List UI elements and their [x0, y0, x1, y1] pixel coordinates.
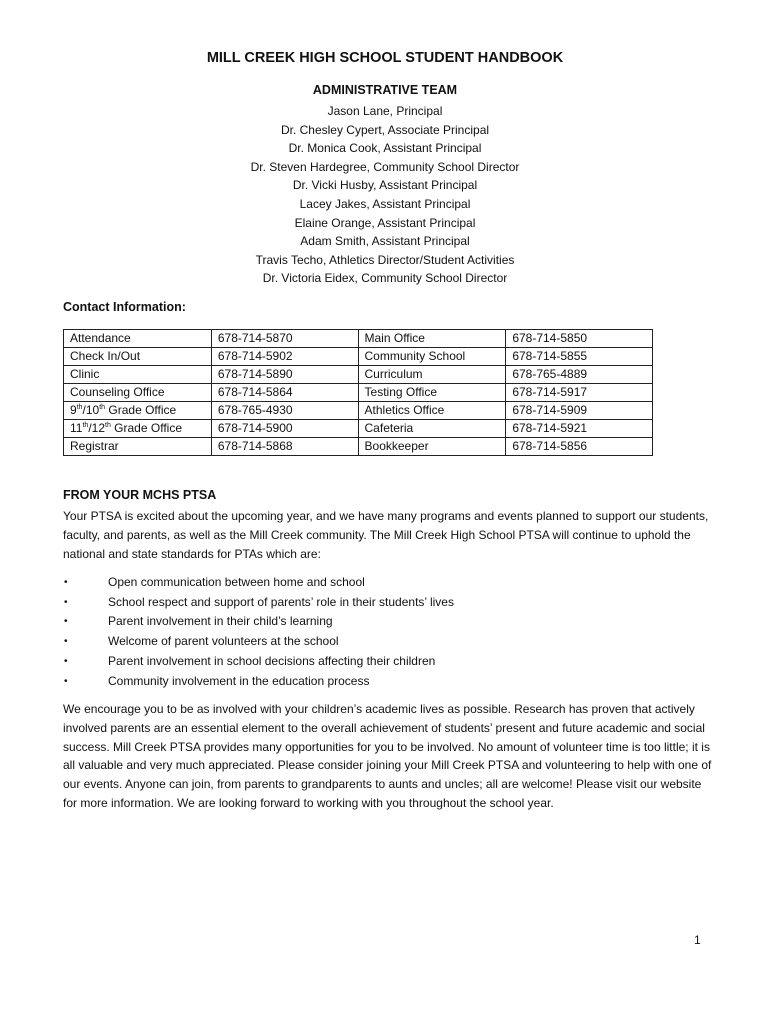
phone-cell: 678-714-5909 — [506, 402, 653, 420]
table-row — [64, 420, 653, 438]
grade-office-label: Grade Office — [110, 421, 182, 435]
phone-cell: 678-765-4930 — [211, 402, 358, 420]
ptsa-heading: FROM YOUR MCHS PTSA — [63, 488, 217, 502]
department-cell: Clinic — [64, 366, 212, 384]
grade-number: 9 — [70, 403, 77, 417]
phone-cell: 678-714-5921 — [506, 420, 653, 438]
list-item-text: Open communication between home and school — [108, 575, 365, 589]
table-row — [64, 402, 653, 420]
list-item-text: Parent involvement in their child’s learning — [108, 614, 333, 629]
department-cell — [64, 420, 212, 438]
table-row — [64, 348, 653, 366]
list-item-text: Community involvement in the education process — [108, 673, 370, 688]
department-cell: Main Office — [358, 330, 506, 348]
contact-table — [63, 329, 653, 456]
phone-cell: 678-765-4889 — [506, 366, 653, 384]
list-item-text: Parent involvement in school decisions affecting their children — [108, 653, 436, 668]
bullet-icon: • — [64, 655, 68, 667]
ordinal-suffix: th — [105, 422, 111, 429]
list-item — [63, 672, 454, 692]
department-cell: Cafeteria — [358, 420, 506, 438]
phone-cell: 678-714-5900 — [211, 420, 358, 438]
list-item-text: Welcome of parent volunteers at the school — [108, 634, 339, 649]
phone-cell: 678-714-5870 — [211, 330, 358, 348]
phone-cell: 678-714-5890 — [211, 366, 358, 384]
list-item — [63, 573, 454, 593]
list-item — [63, 593, 454, 613]
phone-cell: 678-714-5855 — [506, 348, 653, 366]
bullet-icon: • — [64, 616, 68, 628]
department-cell: Registrar — [64, 438, 212, 456]
list-item-text: School respect and support of parents’ role in their students’ lives — [108, 594, 454, 609]
admin-member: Dr. Vicki Husby, Assistant Principal — [292, 178, 478, 193]
admin-member: Dr. Chesley Cypert, Associate Principal — [280, 122, 490, 137]
table-row — [64, 384, 653, 402]
table-row — [64, 438, 653, 456]
bullet-icon: • — [64, 577, 68, 588]
department-cell: Counseling Office — [64, 384, 212, 402]
admin-member: Lacey Jakes, Assistant Principal — [299, 196, 471, 211]
ptsa-intro-paragraph: Your PTSA is excited about the upcoming year, and we have many programs and events planned to support our students, faculty, and parents, as well as the Mill Creek community. The Mill Creek High School PTSA will continue to uphold the national and state standards for PTAs which are: — [63, 509, 709, 561]
grade-number: /12 — [88, 421, 105, 435]
department-cell: Bookkeeper — [358, 438, 506, 456]
admin-member: Dr. Monica Cook, Assistant Principal — [288, 141, 482, 156]
department-cell: Attendance — [64, 330, 212, 348]
ptsa-closing-paragraph: We encourage you to be as involved with your children’s academic lives as possible. Research has proven that actively involved parents are an essential element to the overall achievement of students’ present and future academic and social success. Mill Creek PTSA provides many opportunities for you to be involved. No amount of volunteer time is too little; it is all valuable and very much appreciated. Please consider joining your Mill Creek PTSA and volunteering to help with one of our events. Anyone can join, from parents to grandparents to aunts and uncles; all are welcome! Please visit our website for more information. We are looking forward to working with you throughout the school year. — [63, 702, 712, 810]
table-row — [64, 330, 653, 348]
bullet-icon: • — [64, 596, 68, 608]
bullet-icon: • — [64, 675, 68, 687]
contact-information-heading: Contact Information: — [63, 300, 186, 314]
grade-number: /10 — [82, 403, 100, 417]
admin-member: Travis Techo, Athletics Director/Student Activities — [255, 252, 515, 267]
list-item — [63, 632, 454, 652]
grade-office-label: Grade Office — [105, 403, 177, 417]
admin-member: Elaine Orange, Assistant Principal — [294, 215, 476, 230]
table-row — [64, 366, 653, 384]
list-item — [63, 612, 454, 632]
department-cell: Check In/Out — [64, 348, 212, 366]
department-cell: Testing Office — [358, 384, 506, 402]
department-cell: Community School — [358, 348, 506, 366]
admin-member: Dr. Victoria Eidex, Community School Director — [262, 271, 508, 286]
bullet-icon: • — [64, 636, 68, 648]
phone-cell: 678-714-5868 — [211, 438, 358, 456]
admin-member: Adam Smith, Assistant Principal — [300, 234, 470, 249]
phone-cell: 678-714-5856 — [506, 438, 653, 456]
grade-number: 11 — [70, 421, 83, 435]
page-number: 1 — [694, 933, 701, 947]
admin-member: Dr. Steven Hardegree, Community School Director — [250, 159, 520, 174]
phone-cell: 678-714-5902 — [211, 348, 358, 366]
phone-cell: 678-714-5864 — [211, 384, 358, 402]
phone-cell: 678-714-5917 — [506, 384, 653, 402]
document-title: MILL CREEK HIGH SCHOOL STUDENT HANDBOOK — [206, 50, 564, 66]
administrative-team-heading: ADMINISTRATIVE TEAM — [312, 83, 458, 97]
administrative-team-list — [0, 102, 770, 288]
department-cell: Curriculum — [358, 366, 506, 384]
department-cell: Athletics Office — [358, 402, 506, 420]
department-cell — [64, 402, 212, 420]
ordinal-suffix: th — [99, 404, 106, 411]
ordinal-suffix: th — [76, 404, 83, 411]
phone-cell: 678-714-5850 — [506, 330, 653, 348]
admin-member: Jason Lane, Principal — [327, 104, 443, 118]
ptsa-standards-list — [63, 573, 454, 691]
ordinal-suffix: th — [82, 422, 89, 429]
list-item — [63, 652, 454, 672]
